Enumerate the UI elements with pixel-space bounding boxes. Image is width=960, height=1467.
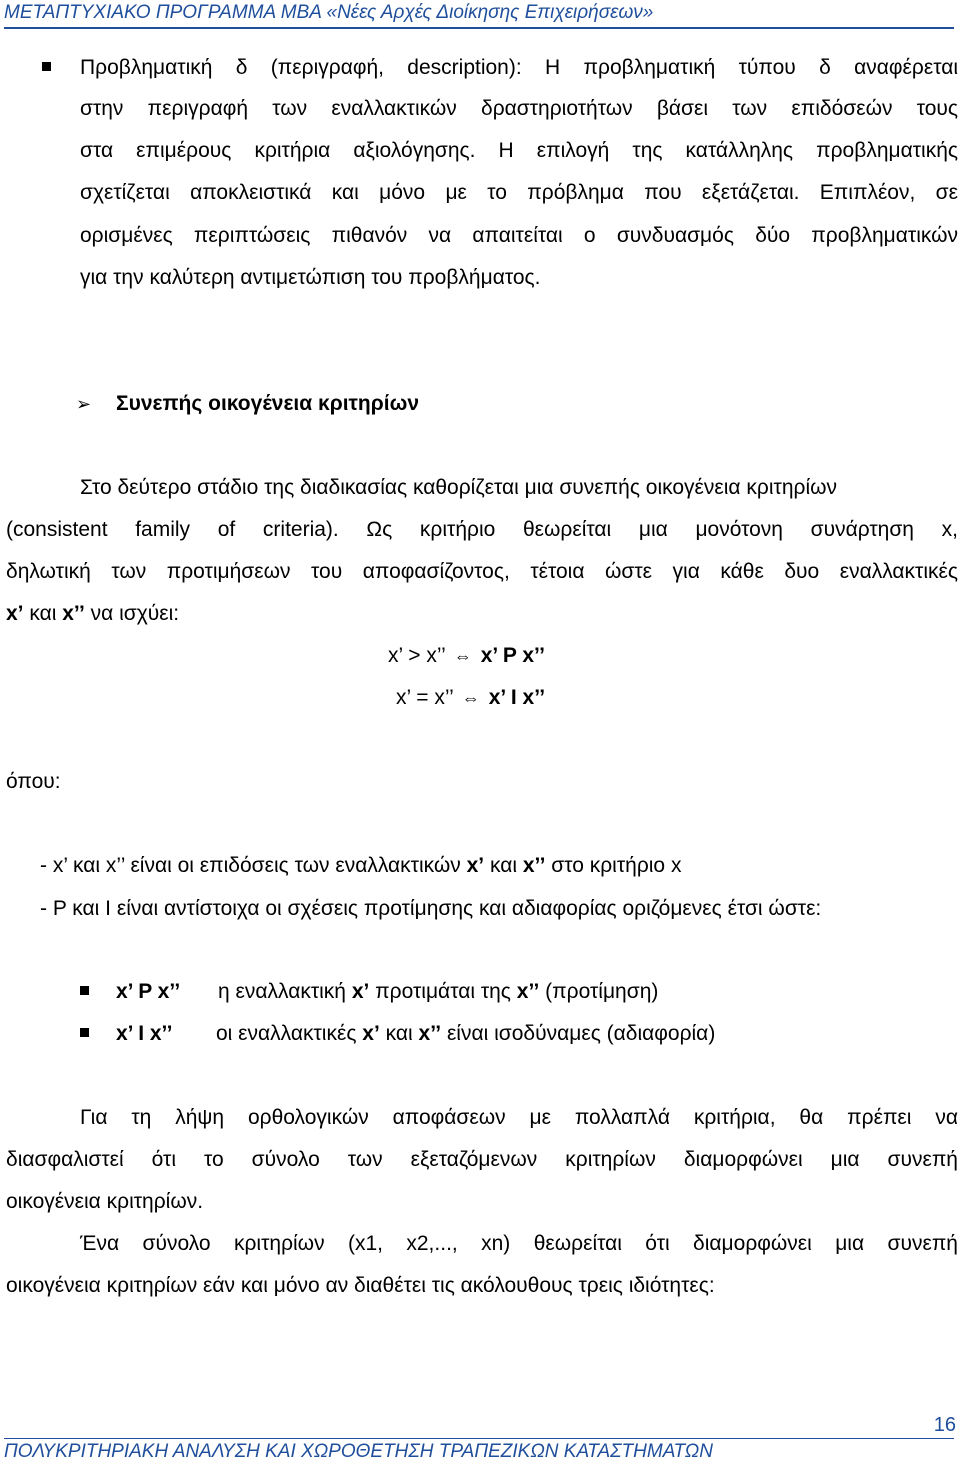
para2-line: δηλωτική των προτιμήσεων του αποφασίζοντος, τέτοια ώστε για κάθε δυο εναλλακτικές (6, 560, 958, 583)
para1-line: Προβληματική δ (περιγραφή, description): Η προβληματική τύπου δ αναφέρεται (80, 56, 958, 79)
running-footer: ΠΟΛΥΚΡΙΤΗΡΙΑΚΗ ΑΝΑΛΥΣΗ ΚΑΙ ΧΩΡΟΘΕΤΗΣΗ ΤΡΑΠΕΖΙΚΩΝ ΚΑΤΑΣΤΗΜΑΤΩΝ (4, 1438, 954, 1463)
para1-line: στα επιμέρους κριτήρια αξιολόγησης. Η επιλογή της κατάλληλης προβληματικής (80, 139, 958, 162)
para2-line: Στο δεύτερο στάδιο της διαδικασίας καθορίζεται μια συνεπής οικογένεια κριτηρίων (80, 476, 838, 499)
equation-1: x’ > x’’ ⇔ x’ P x’’ (388, 644, 545, 667)
para4-line: Ένα σύνολο κριτηρίων (x1, x2,..., xn) θεωρείται ότι διαμορφώνει μια συνεπή (80, 1232, 958, 1255)
para3-line: Για τη λήψη ορθολογικών αποφάσεων με πολλαπλά κριτήρια, θα πρέπει να (80, 1106, 958, 1129)
relation-term: x’ P x’’ (116, 980, 181, 1003)
para1-line: ορισμένες περιπτώσεις πιθανόν να απαιτείται ο συνδυασμός δύο προβληματικών (80, 224, 958, 247)
double-arrow-icon: ⇔ (453, 646, 472, 666)
para1-line: για την καλύτερη αντιμετώπιση του προβλήματος. (80, 266, 541, 289)
para1-line: στην περιγραφή των εναλλακτικών δραστηριοτήτων βάσει των επιδόσεών τους (80, 97, 958, 120)
arrow-bullet-icon: ➢ (76, 394, 92, 414)
relation-desc: οι εναλλακτικές x’ και x’’ είναι ισοδύναμες (αδιαφορία) (216, 1022, 716, 1045)
definition-2: - P και I είναι αντίστοιχα οι σχέσεις προτίμησης και αδιαφορίας οριζόμενες έτσι ώστε: (40, 897, 822, 920)
para1-line: σχετίζεται αποκλειστικά και μόνο με το πρόβλημα που εξετάζεται. Επιπλέον, σε (80, 181, 958, 204)
para3-line: διασφαλιστεί ότι το σύνολο των εξεταζόμενων κριτηρίων διαμορφώνει μια συνεπή (6, 1148, 958, 1171)
para2-line: x’ και x’’ να ισχύει: (6, 602, 180, 625)
running-header: ΜΕΤΑΠΤΥΧΙΑΚΟ ΠΡΟΓΡΑΜΜΑ ΜΒΑ «Νέες Αρχές Διοίκησης Επιχειρήσεων» (4, 2, 954, 29)
para4-line: οικογένεια κριτηρίων εάν και μόνο αν διαθέτει τις ακόλουθους τρεις ιδιότητες: (6, 1274, 715, 1297)
section-heading: Συνεπής οικογένεια κριτηρίων (116, 392, 419, 415)
equation-2: x’ = x’’ ⇔ x’ I x’’ (396, 686, 546, 709)
definition-1: - x’ και x’’ είναι οι επιδόσεις των εναλλακτικών x’ και x’’ στο κριτήριο x (40, 854, 682, 877)
double-arrow-icon: ⇔ (461, 688, 480, 708)
where-label: όπου: (6, 770, 61, 793)
para2-line: (consistent family of criteria). Ως κριτήριο θεωρείται μια μονότονη συνάρτηση x, (6, 518, 958, 541)
para3-line: οικογένεια κριτηρίων. (6, 1190, 204, 1213)
relation-desc: η εναλλακτική x’ προτιμάται της x’’ (προτίμηση) (218, 980, 659, 1003)
page-number: 16 (933, 1414, 956, 1436)
relation-term: x’ I x’’ (116, 1022, 173, 1045)
square-bullet-icon (42, 62, 51, 71)
square-bullet-icon (80, 1028, 89, 1037)
square-bullet-icon (80, 986, 89, 995)
